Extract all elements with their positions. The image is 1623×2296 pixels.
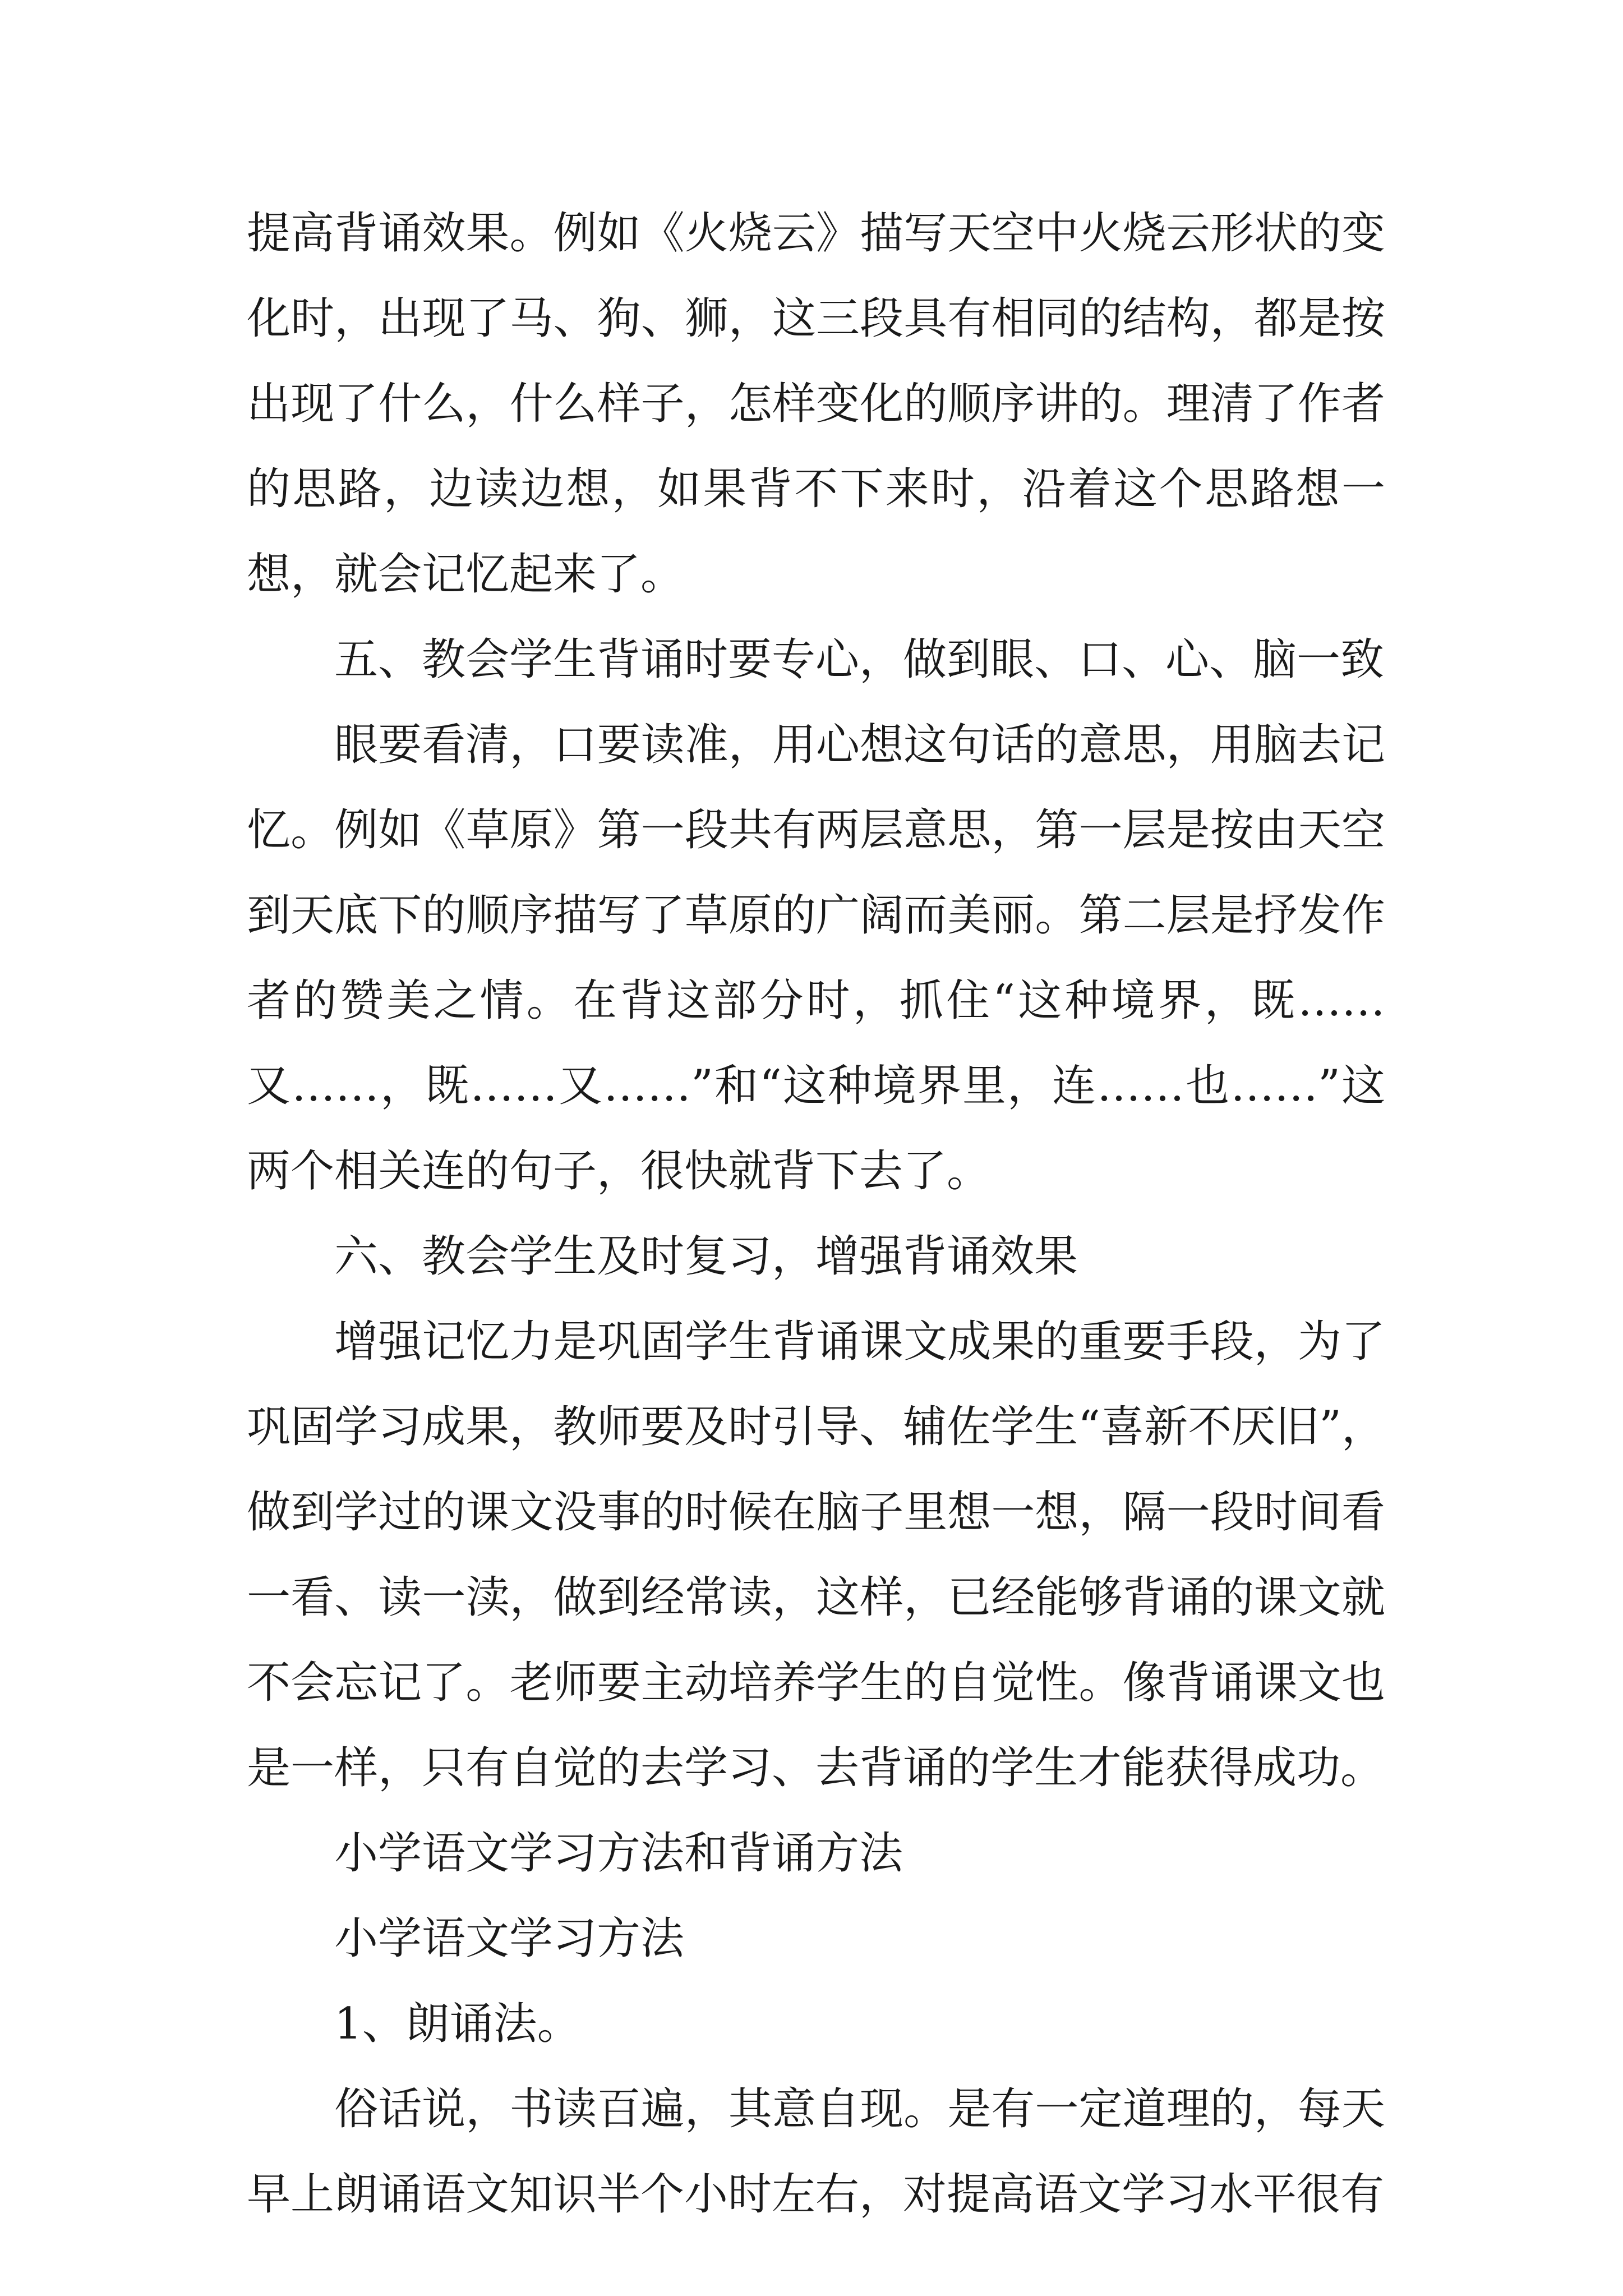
section-heading-five: 五、教会学生背诵时要专心，做到眼、口、心、脑一致 — [334, 634, 1385, 685]
subsection-title: 小学语文学习方法 — [334, 1913, 685, 1964]
method-heading-one: 1、朗诵法。 — [334, 1999, 581, 2049]
paragraph-continuation: 提高背诵效果。例如《火烧云》描写天空中火烧云形状的变化时，出现了马、狗、狮，这三段具有相同的结构，都是按出现了什么，什么样子，怎样变化的顺序讲的。理清了作者的思路，边读边想，如果背不下来时，沿着这个思路想一想，就会记忆起来了。 — [247, 208, 1385, 600]
paragraph-grassland-example: 眼要看清，口要读准，用心想这句话的意思，用脑去记忆。例如《草原》第一段共有两层意思，第一层是按由天空到天底下的顺序描写了草原的广阔而美丽。第二层是抒发作者的赞美之情。在背这部分时，抓住“这种境界，既……又……，既……又……”和“这种境界里，连……也……”这两个相关连的句子，很快就背下去了。 — [247, 720, 1385, 1197]
section-heading-six: 六、教会学生及时复习，增强背诵效果 — [334, 1231, 1078, 1282]
document-body — [247, 191, 1385, 2237]
article-title: 小学语文学习方法和背诵方法 — [334, 1828, 903, 1879]
paragraph-review: 增强记忆力是巩固学生背诵课文成果的重要手段，为了巩固学习成果，教师要及时引导、辅佐学生“喜新不厌旧”，做到学过的课文没事的时候在脑子里想一想，隔一段时间看一看、读一渎，做到经常读，这样，已经能够背诵的课文就不会忘记了。老师要主动培养学生的自觉性。像背诵课文也是一样，只有自觉的去学习、去背诵的学生才能获得成功。 — [247, 1317, 1385, 1793]
paragraph-recitation: 俗话说，书读百遍，其意自现。是有一定道理的，每天早上朗诵语文知识半个小时左右，对提高语文学习水平很有 — [247, 2084, 1385, 2220]
